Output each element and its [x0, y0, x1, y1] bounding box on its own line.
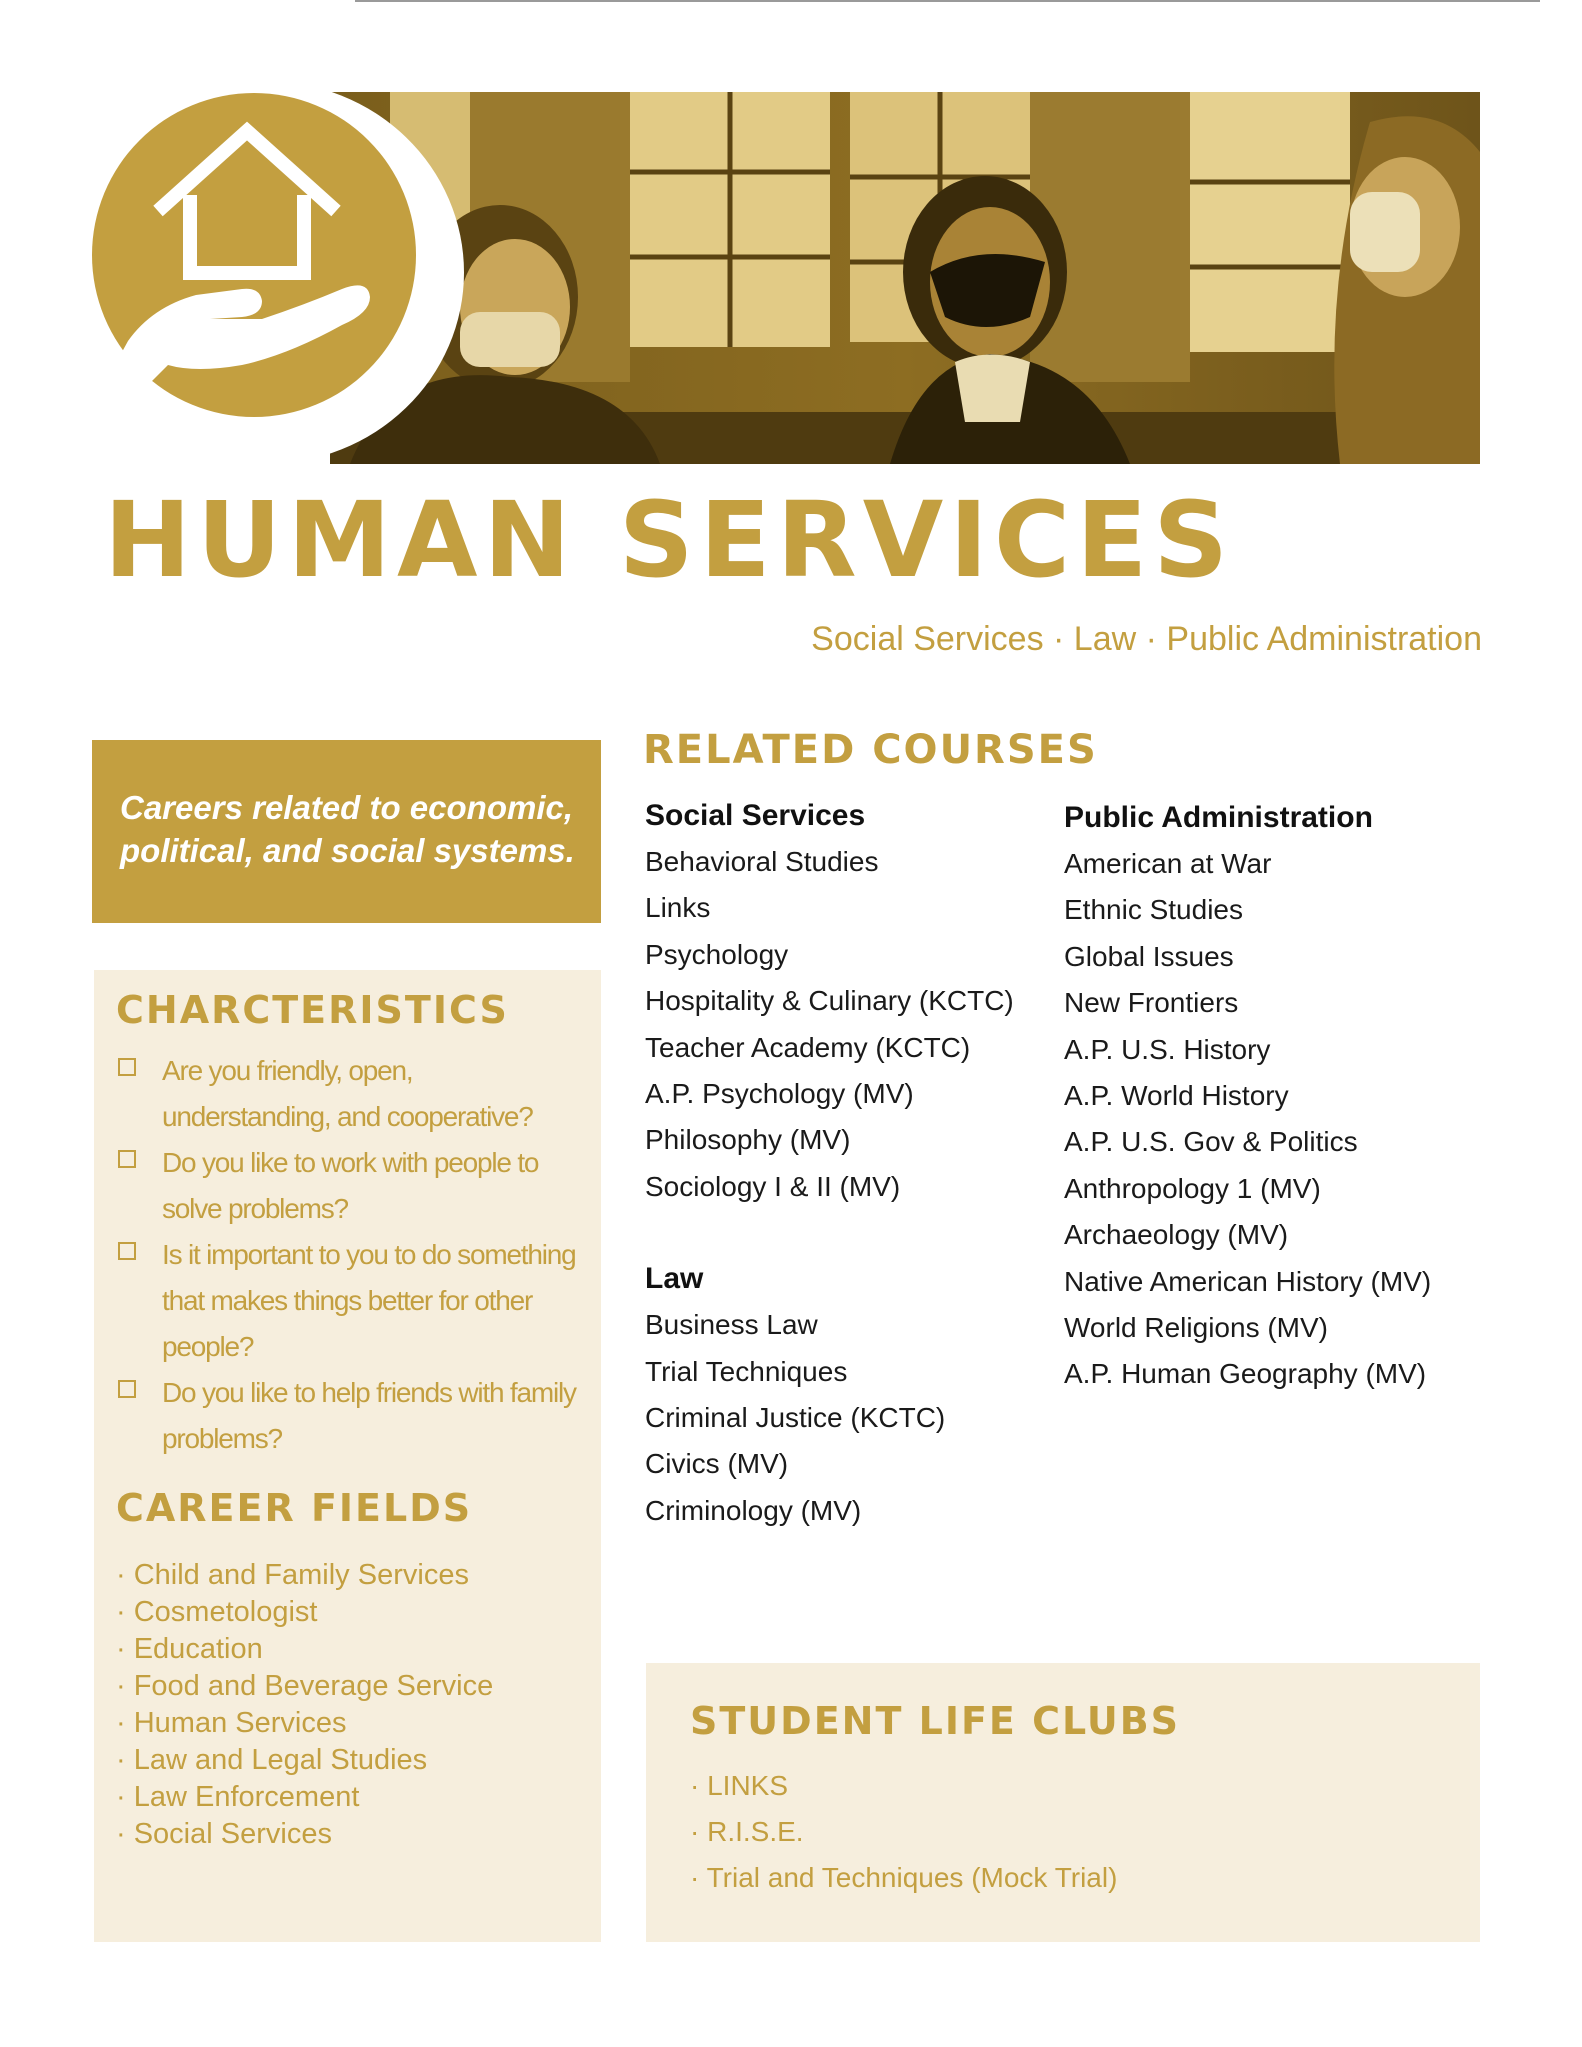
characteristic-text: Are you friendly, open, understanding, and cooperative? [162, 1054, 533, 1132]
page-subtitle: Social Services · Law · Public Administration [811, 620, 1482, 658]
courses-column-left [645, 793, 1055, 1534]
course-item: Philosophy (MV) [645, 1124, 851, 1156]
tagline-text: Careers related to economic, political, and social systems. [120, 789, 575, 869]
course-item: A.P. Human Geography (MV) [1064, 1358, 1427, 1390]
top-divider [355, 0, 1540, 2]
courses-column-right [1064, 795, 1484, 1398]
career-field-item: · Cosmetologist [116, 1596, 318, 1629]
course-item: Criminal Justice (KCTC) [645, 1402, 946, 1434]
career-field-item: · Human Services [116, 1707, 347, 1740]
characteristic-item [116, 1232, 581, 1370]
course-item: Anthropology 1 (MV) [1064, 1172, 1321, 1204]
course-item: Links [645, 892, 711, 924]
course-item: A.P. U.S. History [1064, 1033, 1271, 1065]
course-item: A.P. U.S. Gov & Politics [1064, 1126, 1358, 1158]
students-photo-illustration [330, 92, 1480, 464]
characteristics-list [116, 1048, 581, 1462]
law-title: Law [645, 1262, 704, 1296]
course-item: American at War [1064, 848, 1272, 879]
course-item: Business Law [645, 1309, 818, 1341]
checkbox-icon [118, 1150, 136, 1168]
checkbox-icon [118, 1058, 136, 1076]
student-life-clubs-panel [646, 1663, 1480, 1942]
page-title: HUMAN SERVICES [104, 479, 1235, 601]
career-field-item: · Law Enforcement [116, 1781, 360, 1814]
course-item: Sociology I & II (MV) [645, 1170, 901, 1202]
course-item: Teacher Academy (KCTC) [645, 1031, 971, 1063]
career-field-item: · Child and Family Services [116, 1559, 469, 1592]
characteristic-item [116, 1048, 581, 1140]
hero-photo [330, 92, 1480, 464]
course-item: New Frontiers [1064, 987, 1239, 1019]
course-item: Behavioral Studies [645, 846, 879, 877]
characteristic-item [116, 1370, 581, 1462]
career-field-item: · Food and Beverage Service [116, 1670, 494, 1703]
social-services-title: Social Services [645, 799, 866, 832]
course-item: Civics (MV) [645, 1448, 789, 1480]
characteristic-text: Is it important to you to do something that makes things better for other people? [162, 1238, 576, 1362]
course-item: Criminology (MV) [645, 1494, 862, 1526]
career-field-item: · Social Services [116, 1818, 332, 1851]
club-item: · LINKS [690, 1769, 789, 1801]
characteristics-heading: CHARCTERISTICS [116, 988, 509, 1032]
checkbox-icon [118, 1380, 136, 1398]
club-item: · Trial and Techniques (Mock Trial) [690, 1861, 1118, 1893]
course-item: A.P. Psychology (MV) [645, 1078, 914, 1110]
student-life-clubs-heading: STUDENT LIFE CLUBS [690, 1699, 1181, 1743]
law-list [645, 1302, 1055, 1534]
club-item: · R.I.S.E. [690, 1815, 804, 1847]
course-item: Global Issues [1064, 940, 1234, 972]
tagline-banner [92, 740, 601, 923]
course-item: Trial Techniques [645, 1355, 848, 1387]
checkbox-icon [118, 1242, 136, 1260]
course-item: A.P. World History [1064, 1080, 1289, 1112]
career-fields-list [116, 1557, 581, 1853]
public-administration-list [1064, 841, 1484, 1398]
course-item: Psychology [645, 938, 789, 970]
social-services-list [645, 839, 1055, 1210]
clubs-list [690, 1763, 1440, 1901]
course-item: Ethnic Studies [1064, 894, 1243, 926]
characteristic-text: Do you like to help friends with family problems? [162, 1376, 576, 1454]
characteristic-item [116, 1140, 581, 1232]
public-administration-title: Public Administration [1064, 801, 1373, 834]
course-item: Native American History (MV) [1064, 1265, 1432, 1297]
course-item: World Religions (MV) [1064, 1312, 1328, 1344]
career-fields-heading: CAREER FIELDS [116, 1485, 473, 1530]
related-courses-heading: RELATED COURSES [643, 727, 1098, 773]
characteristic-text: Do you like to work with people to solve problems? [162, 1146, 539, 1224]
career-field-item: · Law and Legal Studies [116, 1744, 428, 1777]
career-field-item: · Education [116, 1633, 263, 1666]
course-item: Archaeology (MV) [1064, 1219, 1289, 1251]
course-item: Hospitality & Culinary (KCTC) [645, 985, 1014, 1017]
house-in-hand-icon [92, 93, 416, 417]
characteristics-panel [94, 970, 601, 1942]
